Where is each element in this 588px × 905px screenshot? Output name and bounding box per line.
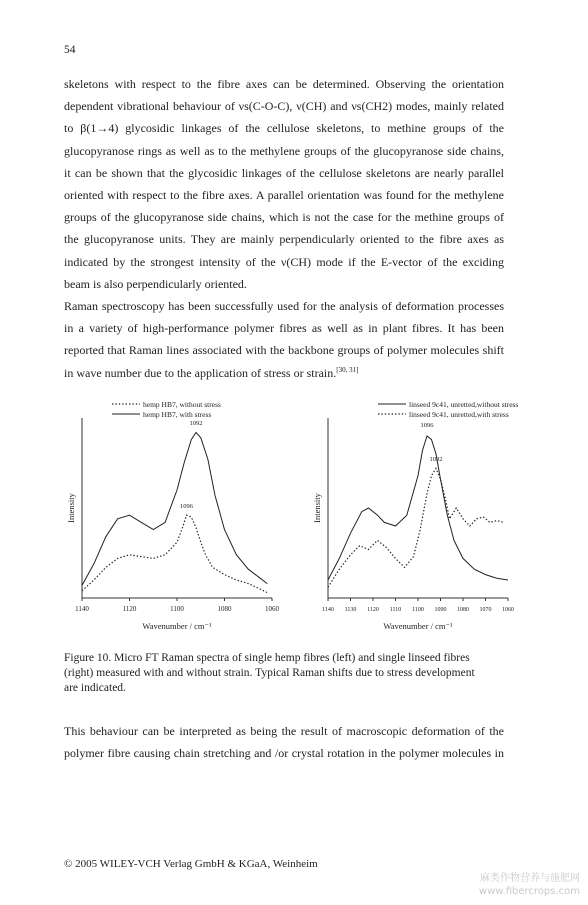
y-axis-label: Intensity xyxy=(312,493,322,523)
peak-label-1: 1092 xyxy=(189,420,203,428)
x-axis-label: Wavenumber / cm⁻¹ xyxy=(142,621,212,631)
x-tick-label: 1140 xyxy=(322,607,334,613)
text-line: the glucopyranose units. They are mainly perpendicularly oriented to the fibre axes as xyxy=(64,232,504,247)
x-tick-label: 1140 xyxy=(75,605,89,613)
text-line: skeletons with respect to the fibre axes can be determined. Observing the orientation xyxy=(64,77,504,91)
text-line: This behaviour can be interpreted as being the result of macroscopic deformation of the xyxy=(64,724,504,738)
watermark xyxy=(479,872,580,898)
text-line: dependent vibrational behaviour of νs(C-O-C), ν(CH) and νs(CH2) modes, mainly related xyxy=(64,99,504,114)
text-line: in a variety of high-performance polymer fibres as well as in plant fibres. It has been xyxy=(64,321,504,336)
x-axis-label: Wavenumber / cm⁻¹ xyxy=(383,621,453,631)
x-tick-label: 1120 xyxy=(367,607,379,613)
watermark-url: www.fibercrops.com xyxy=(478,886,580,897)
citation-ref: [30, 31] xyxy=(336,365,359,374)
figure-caption xyxy=(64,651,512,696)
x-tick-label: 1060 xyxy=(265,605,279,613)
text-line: Raman spectroscopy has been successfully used for the analysis of deformation processes xyxy=(64,299,504,314)
x-tick-label: 1060 xyxy=(502,607,514,613)
text-line: reported that Raman lines associated with the backbone groups of polymer molecules shift xyxy=(64,343,504,358)
x-tick-label: 1090 xyxy=(434,607,447,613)
legend-label-2: linseed 9c41, unretted,with stress xyxy=(409,410,509,419)
copyright-footer: © 2005 WILEY-VCH Verlag GmbH & KGaA, Weinheim xyxy=(64,858,318,870)
caption-line: are indicated. xyxy=(64,682,126,694)
x-tick-label: 1100 xyxy=(412,607,424,613)
legend-label-1: linseed 9c41, unretted,without stress xyxy=(409,400,519,409)
x-tick-label: 1110 xyxy=(389,607,402,613)
watermark-title: 麻类作物营养与施肥网 xyxy=(480,873,580,884)
text-line: beam is also perpendicularly oriented. xyxy=(64,276,247,291)
chart-hemp-spectra xyxy=(62,394,292,634)
series-line-1 xyxy=(82,515,267,592)
text-line: in wave number due to the application of stress or strain. xyxy=(64,365,337,380)
paragraph-3 xyxy=(64,720,504,764)
peak-label-2: 1092 xyxy=(429,456,443,464)
x-tick-label: 1100 xyxy=(170,605,184,613)
series-line-2 xyxy=(328,468,504,587)
series-line-2 xyxy=(82,432,267,585)
y-axis-label: Intensity xyxy=(66,493,76,523)
caption-line: Figure 10. Micro FT Raman spectra of single hemp fibres (left) and single linseed fibres xyxy=(64,652,470,664)
x-tick-label: 1070 xyxy=(479,607,492,613)
x-tick-label: 1120 xyxy=(122,605,137,613)
text-line: oriented with respect to the fibre axes. A parallel orientation was found for the methylene xyxy=(64,188,504,203)
peak-label-2: 1096 xyxy=(180,503,193,510)
series-line-1 xyxy=(328,436,508,580)
text-line: to β(1→4) glycosidic linkages of the cellulose skeletons, to methine groups of the xyxy=(64,121,504,136)
chart-linseed-spectra xyxy=(310,394,530,634)
peak-label-1: 1096 xyxy=(420,422,434,429)
text-line: it can be shown that the glycosidic linkages of the cellulose skeletons are nearly parallel xyxy=(64,165,504,180)
text-line: groups of the glucopyranose side chains, which is not the case for the methine groups of xyxy=(64,210,504,225)
text-line-with-ref xyxy=(64,362,504,384)
legend-label-2: hemp HB7, with stress xyxy=(143,410,212,419)
text-line: glucopyranose rings as well as to the methylene groups of the glucopyranose side chains, xyxy=(64,143,504,158)
x-tick-label: 1080 xyxy=(457,607,469,613)
page-number: 54 xyxy=(64,44,76,56)
text-line: polymer fibre causing chain stretching and /or crystal rotation in the polymer molecules in xyxy=(64,746,504,761)
legend-label-1: hemp HB7, without stress xyxy=(143,400,221,409)
caption-line: (right) measured with and without strain. Typical Raman shifts due to stress development xyxy=(64,667,475,679)
text-line: indicated by the strongest intensity of the ν(CH) mode if the E-vector of the exciding xyxy=(64,254,504,269)
x-tick-label: 1130 xyxy=(344,607,357,613)
paragraph-1 xyxy=(64,73,504,384)
x-tick-label: 1080 xyxy=(217,605,232,613)
